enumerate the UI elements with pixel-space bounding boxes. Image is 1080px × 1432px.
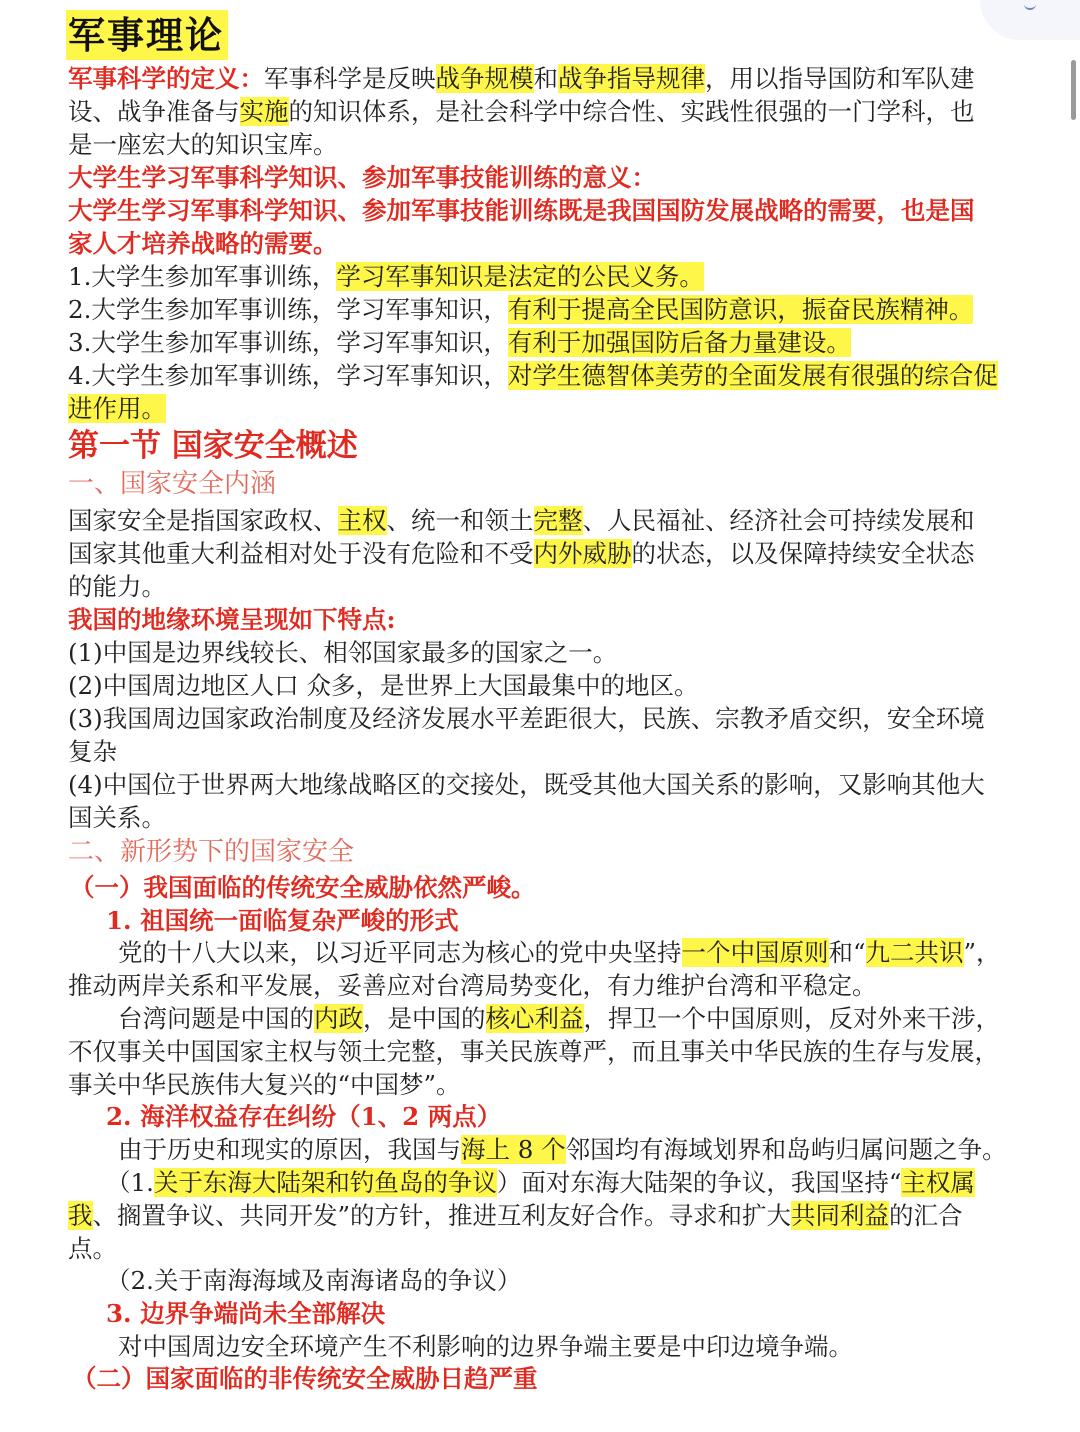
meaning-item-4 [68,359,1018,392]
maritime-heading: 2. 海洋权益存在纠纷（1、2 两点） [106,1102,502,1131]
text: ）面对东海大陆架的争议，我国坚持“ [496,1168,902,1197]
text: 的状态，以及保障持续安全状态 [631,539,975,568]
geo-item-4: (4)中国位于世界两大地缘战略区的交接处，既受其他大国关系的影响，又影响其他大 [68,770,985,799]
highlight: 共同利益 [791,1201,890,1230]
text: ”， [963,938,1001,967]
reunification-p1-line1 [118,936,1018,969]
text: ，用以指导国防和军队建 [705,64,975,93]
highlight: 海上 8 个 [461,1135,566,1164]
definition-line-1 [68,62,1018,95]
geo-heading: 我国的地缘环境呈现如下特点: [68,605,396,634]
text: 台湾问题是中国的 [118,1004,314,1033]
highlight: 内政 [314,1004,363,1033]
border-p-line1: 对中国周边安全环境产生不利影响的边界争端主要是中印边境争端。 [118,1332,853,1361]
highlight: 有利于加强国防后备力量建设。 [507,328,851,357]
highlight: 对学生德智体美劳的全面发展有很强的综合促 [507,361,998,390]
definition-line-3: 是一座宏大的知识宝库。 [68,130,338,159]
highlight: 我 [68,1201,93,1230]
highlight: 实施 [239,97,289,126]
traditional-threat-heading: （一）我国面临的传统安全威胁依然严峻。 [70,873,536,902]
text: 2.大学生参加军事训练，学习军事知识， [68,295,508,324]
reunification-p1-line2: 推动两岸关系和平发展，妥善应对台湾局势变化，有力维护台湾和平稳定。 [68,971,877,1000]
taiwan-p-line3: 事关中华民族伟大复兴的“中国梦”。 [68,1070,461,1099]
text: ，捍卫一个中国原则，反对外来干涉， [583,1004,1000,1033]
highlight: 战争规模 [435,64,534,93]
maritime-p-line3 [68,1199,1018,1232]
highlight: 关于东海大陆架和钓鱼岛的争议 [153,1168,497,1197]
meaning-item-3 [68,326,1018,359]
text: 党的十八大以来，以习近平同志为核心的党中央坚持 [118,938,682,967]
meaning-heading: 大学生学习军事科学知识、参加军事技能训练的意义： [68,163,656,192]
border-heading: 3. 边界争端尚未全部解决 [106,1299,386,1328]
text: ，是中国的 [363,1004,486,1033]
highlight: 进作用。 [68,394,166,423]
text: 和 [533,64,558,93]
highlight: 九二共识 [865,938,964,967]
maritime-p-line4: 点。 [68,1234,117,1263]
maritime-p-line1 [118,1133,1018,1166]
text: 国家安全是指国家政权、 [68,506,338,535]
text: （1. [106,1168,154,1197]
text: 设、战争准备与 [68,97,240,126]
text: 国家其他重大利益相对处于没有危险和不受 [68,539,534,568]
south-sea-item: （2.关于南海海域及南海诸岛的争议） [106,1266,522,1295]
definition-label: 军事科学的定义： [68,64,264,93]
highlight: 主权 [337,506,387,535]
geo-item-1: (1)中国是边界线较长、相邻国家最多的国家之一。 [68,638,618,667]
meaning-line-2: 家人才培养战略的需要。 [68,229,338,258]
text: 、统一和领土 [386,506,534,535]
geo-item-4-cont: 国关系。 [68,803,166,832]
subheading-2: 二、新形势下的国家安全 [68,837,355,867]
text: 3.大学生参加军事训练，学习军事知识， [68,328,508,357]
non-traditional-threat-heading: （二）国家面临的非传统安全威胁日趋严重 [72,1364,538,1393]
geo-item-3: (3)我国周边国家政治制度及经济发展水平差距很大，民族、宗教矛盾交织，安全环境 [68,704,985,733]
highlight: 有利于提高全民国防意识，振奋民族精神。 [507,295,974,324]
text: 1.大学生参加军事训练， [68,262,337,291]
security-line-2 [68,537,1018,570]
maritime-p-line2 [106,1166,1018,1199]
security-line-1 [68,504,1018,537]
definition-line-2 [68,95,1018,128]
text: 的汇合 [889,1201,963,1230]
corner-overlay [980,0,1080,40]
highlight: 完整 [533,506,583,535]
page-title: 军事理论 [66,10,228,60]
taiwan-p-line1 [118,1002,1018,1035]
highlight: 学习军事知识是法定的公民义务。 [336,262,704,291]
text: 、人民福祉、经济社会可持续发展和 [582,506,975,535]
geo-item-3-cont: 复杂 [68,737,117,766]
reunification-heading: 1. 祖国统一面临复杂严峻的形式 [106,906,459,935]
meaning-item-4-cont [68,392,1018,425]
highlight: 核心利益 [485,1004,584,1033]
text: 的知识体系，是社会科学中综合性、实践性很强的一门学科，也 [288,97,975,126]
text: 军事科学是反映 [264,64,436,93]
corner-icon [1024,2,1036,10]
geo-item-2: (2)中国周边地区人口 众多，是世界上大国最集中的地区。 [68,671,699,700]
text: 由于历史和现实的原因，我国与 [118,1135,461,1164]
security-line-3: 的能力。 [68,572,166,601]
text: 邻国均有海域划界和岛屿归属问题之争。 [565,1135,1007,1164]
text: 、搁置争议、共同开发”的方针，推进互利友好合作。寻求和扩大 [92,1201,792,1230]
highlight: 内外威胁 [533,539,632,568]
subheading-1: 一、国家安全内涵 [68,469,277,499]
section-heading: 第一节 国家安全概述 [68,428,358,464]
text: 4.大学生参加军事训练，学习军事知识， [68,361,508,390]
meaning-item-2 [68,293,1018,326]
meaning-item-1 [68,260,1018,293]
highlight: 主权属 [901,1168,975,1197]
meaning-line-1: 大学生学习军事科学知识、参加军事技能训练既是我国国防发展战略的需要，也是国 [68,196,975,225]
highlight: 战争指导规律 [558,64,705,93]
taiwan-p-line2: 不仅事关中国国家主权与领土完整，事关民族尊严，而且事关中华民族的生存与发展， [68,1037,999,1066]
scrollbar[interactable] [1071,60,1076,120]
highlight: 一个中国原则 [681,938,829,967]
text: 和“ [828,938,866,967]
